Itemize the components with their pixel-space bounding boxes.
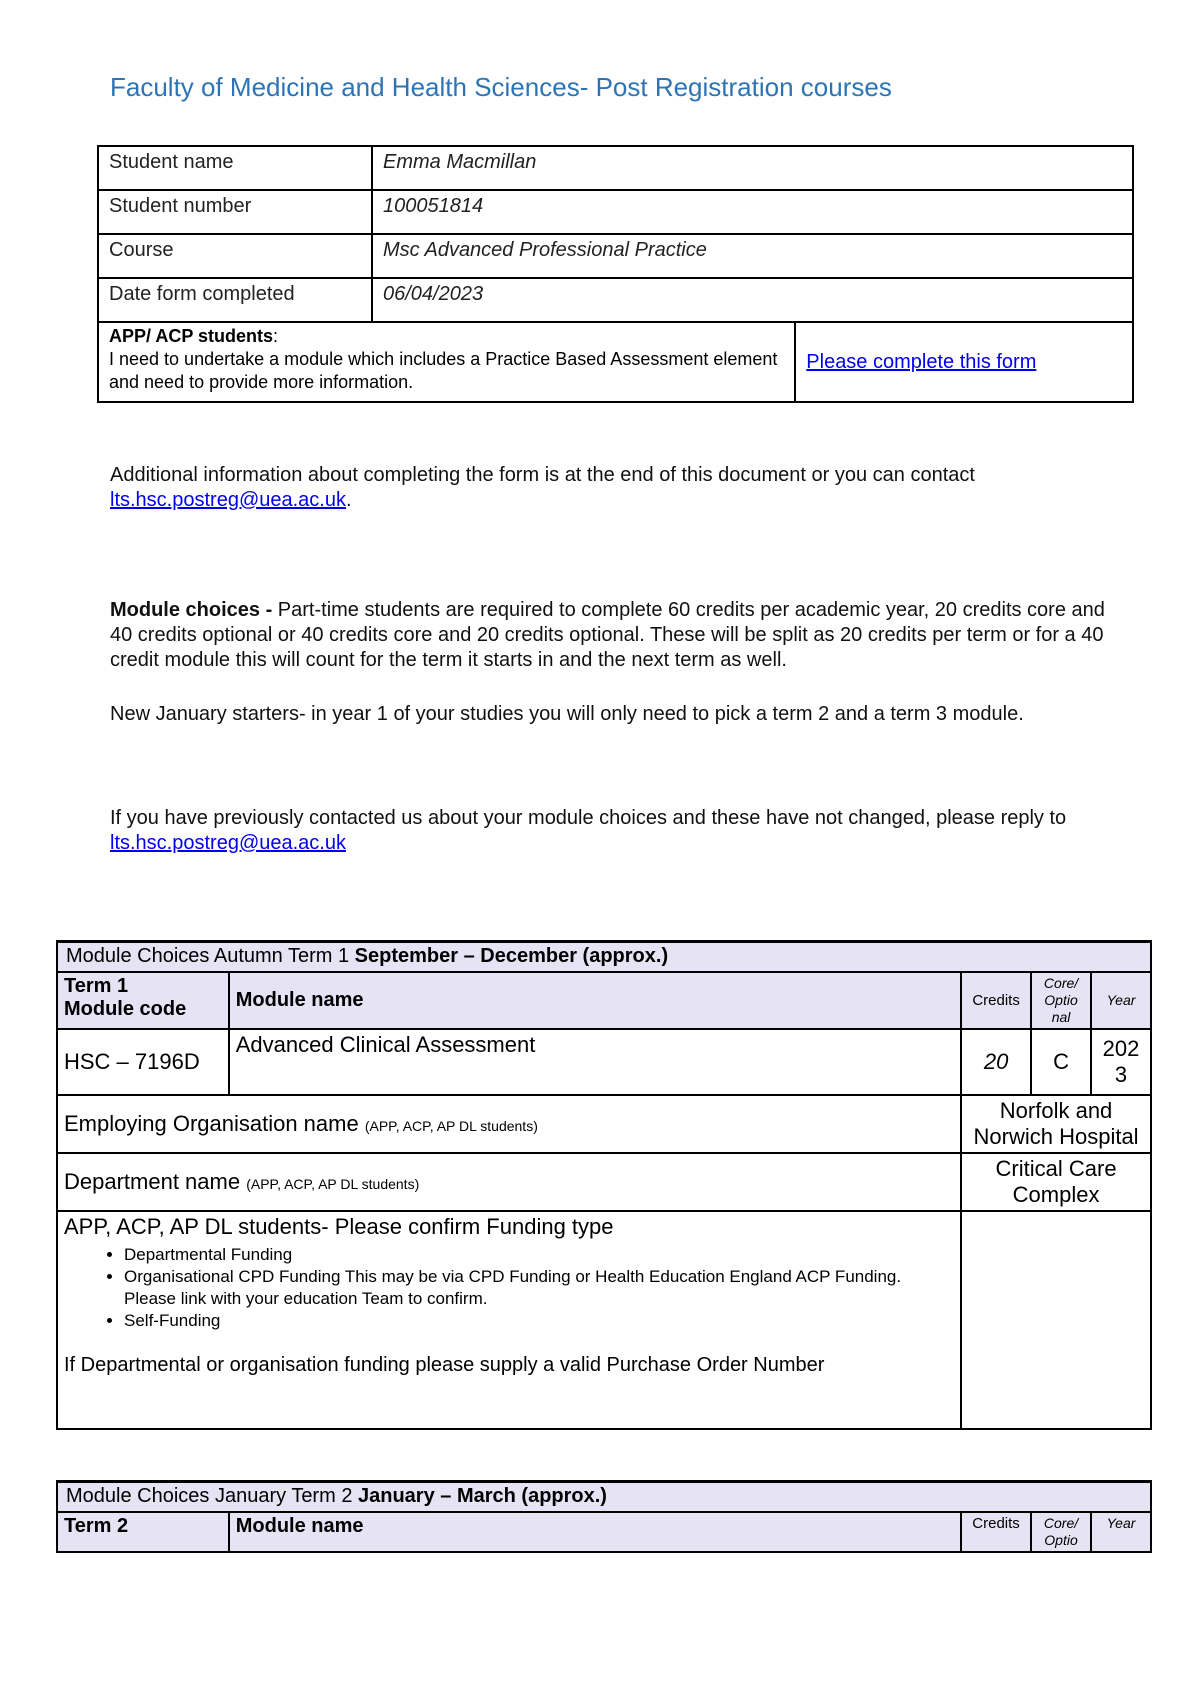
date-label: Date form completed	[98, 278, 372, 322]
app-acp-colon: :	[273, 326, 279, 346]
purchase-order-text: If Departmental or organisation funding please supply a valid Purchase Order Number	[64, 1353, 825, 1376]
module-choices-text: Part-time students are required to complete 60 credits per academic year, 20 credits core and 40 credits optional or 40 credits core and 20 credits optional. These will be split as 20 credits per term or for a 40 credit module this will count for the term it starts in and the next term as well.	[110, 599, 1105, 671]
term2-title-prefix: Module Choices January Term 2	[66, 1485, 358, 1507]
module-choices-paragraph	[110, 598, 1110, 673]
department-label: Department name	[64, 1168, 247, 1194]
term2-code-header	[57, 1512, 229, 1552]
student-info-table	[97, 145, 1134, 403]
term1-credits-header: Credits	[961, 972, 1031, 1029]
term1-title	[57, 942, 1151, 972]
student-name-label: Student name	[98, 146, 372, 190]
term2-module-table	[56, 1480, 1152, 1553]
term1-name-header-text: Module name	[235, 988, 364, 1011]
funding-heading: APP, ACP, AP DL students- Please confirm Funding type	[64, 1213, 614, 1239]
additional-info-text: Additional information about completing the form is at the end of this document or you can contact	[110, 464, 975, 486]
term2-credits-header: Credits	[961, 1512, 1031, 1552]
term2-name-header	[229, 1512, 961, 1552]
contact-email-link[interactable]: lts.hsc.postreg@uea.ac.uk	[110, 489, 346, 511]
app-acp-link-cell	[795, 322, 1133, 402]
term2-year-header: Year	[1091, 1512, 1151, 1552]
department-label-cell	[57, 1153, 961, 1211]
term1-title-dates: September – December (approx.)	[354, 945, 669, 967]
funding-info-cell	[57, 1211, 961, 1429]
term1-core-header: Core/ Optio nal	[1031, 972, 1091, 1029]
term1-code-header-line2: Module code	[64, 997, 187, 1020]
term1-module-code[interactable]: HSC – 7196D	[57, 1029, 229, 1095]
term1-name-header	[229, 972, 961, 1029]
page-title: Faculty of Medicine and Health Sciences- Post Registration courses	[110, 72, 892, 102]
term2-name-header-text: Module name	[235, 1514, 364, 1537]
term1-year[interactable]: 2023	[1091, 1029, 1151, 1095]
additional-info-period: .	[345, 489, 352, 511]
student-number-label: Student number	[98, 190, 372, 234]
student-number-field[interactable]: 100051814	[372, 190, 1133, 234]
term1-module-name[interactable]: Advanced Clinical Assessment	[229, 1029, 961, 1095]
course-field[interactable]: Msc Advanced Professional Practice	[372, 234, 1133, 278]
student-name-field[interactable]: Emma Macmillan	[372, 146, 1133, 190]
module-choices-label: Module choices -	[110, 599, 273, 621]
term2-code-header-line1: Term 2	[64, 1514, 129, 1537]
date-field[interactable]: 06/04/2023	[372, 278, 1133, 322]
term2-title	[57, 1482, 1151, 1512]
january-starters-text: New January starters- in year 1 of your studies you will only need to pick a term 2 and a term 3 module.	[110, 703, 1024, 725]
previous-contact-paragraph	[110, 806, 1110, 856]
term1-code-header	[57, 972, 229, 1029]
department-note: (APP, ACP, AP DL students)	[246, 1175, 420, 1192]
employer-label-cell	[57, 1095, 961, 1153]
previous-contact-email-link[interactable]: lts.hsc.postreg@uea.ac.uk	[110, 832, 346, 854]
term1-module-table	[56, 940, 1152, 1430]
term1-core[interactable]: C	[1031, 1029, 1091, 1095]
employer-field[interactable]: Norfolk and Norwich Hospital	[961, 1095, 1151, 1153]
additional-info	[110, 463, 1110, 513]
complete-form-link[interactable]: Please complete this form	[806, 350, 1037, 373]
app-acp-info	[98, 322, 795, 402]
funding-option: • Organisational CPD Funding This may be via CPD Funding or Health Education England ACP Funding. Please link with your education Team to confirm.	[124, 1266, 954, 1310]
term2-title-dates: January – March (approx.)	[358, 1485, 607, 1507]
course-label: Course	[98, 234, 372, 278]
funding-option: • Departmental Funding	[124, 1244, 954, 1266]
term1-code-header-line1: Term 1	[64, 974, 129, 997]
employer-label: Employing Organisation name	[64, 1110, 365, 1136]
term2-core-header: Core/ Optio	[1031, 1512, 1091, 1552]
funding-option: • Self-Funding	[124, 1310, 954, 1332]
term1-credits[interactable]: 20	[961, 1029, 1031, 1095]
funding-options-list	[64, 1244, 954, 1332]
previous-contact-text: If you have previously contacted us about your module choices and these have not changed, please reply to	[110, 807, 1067, 829]
app-acp-text: I need to undertake a module which includes a Practice Based Assessment element and need to provide more information.	[109, 349, 778, 392]
term1-title-prefix: Module Choices Autumn Term 1	[66, 945, 355, 967]
department-field[interactable]: Critical Care Complex	[961, 1153, 1151, 1211]
term1-year-header: Year	[1091, 972, 1151, 1029]
funding-field[interactable]	[961, 1211, 1151, 1429]
app-acp-heading: APP/ ACP students	[109, 326, 274, 346]
employer-note: (APP, ACP, AP DL students)	[364, 1117, 538, 1134]
